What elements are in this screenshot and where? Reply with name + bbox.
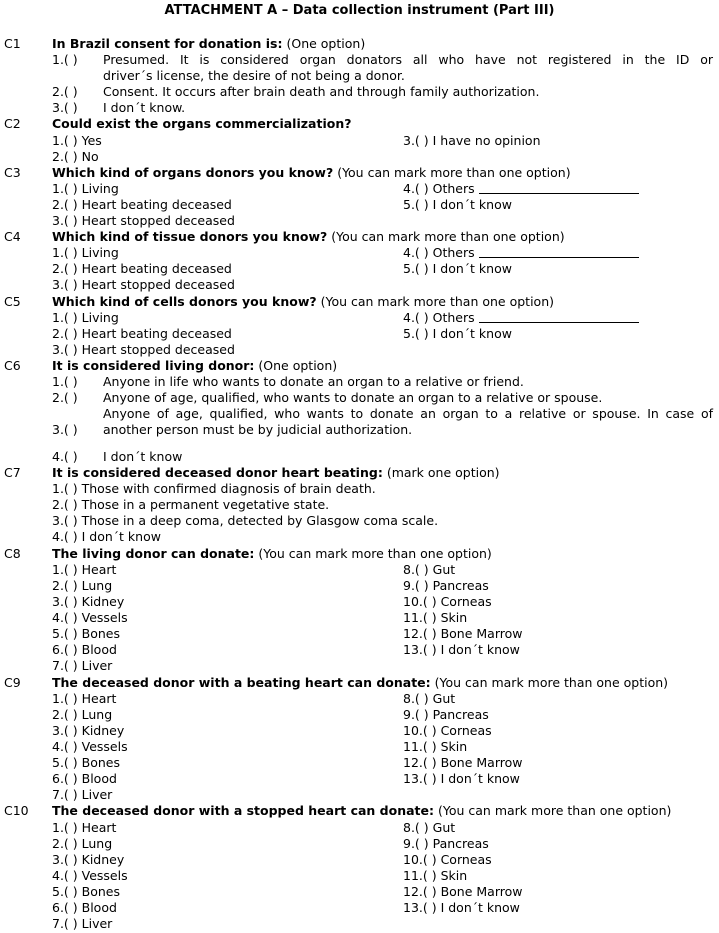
option-checkbox[interactable]: 2.( ) Heart beating deceased xyxy=(52,326,232,341)
option-checkbox[interactable]: 3.( ) Kidney xyxy=(52,594,125,609)
others-blank-field[interactable] xyxy=(479,310,639,323)
option-text: Consent. It occurs after brain death and through family authorization. xyxy=(103,84,540,99)
option-text: Anyone of age, qualified, who wants to donate an organ to a relative or spouse. In case of xyxy=(103,406,713,421)
option-checkbox[interactable]: 3.( ) Those in a deep coma, detected by Glasgow coma scale. xyxy=(52,513,439,528)
option-row xyxy=(0,84,719,100)
option-row xyxy=(0,900,719,916)
question-text: The deceased donor with a stopped heart can donate: xyxy=(52,803,435,818)
option-row xyxy=(0,868,719,884)
option-checkbox[interactable]: 5.( ) I don´t know xyxy=(403,197,512,212)
option-row xyxy=(0,529,719,545)
option-checkbox[interactable]: 10.( ) Corneas xyxy=(403,852,492,867)
option-checkbox[interactable]: 8.( ) Gut xyxy=(403,691,456,706)
option-checkbox[interactable]: 2.( ) No xyxy=(52,149,99,164)
option-row xyxy=(0,578,719,594)
option-row xyxy=(0,310,719,326)
question-number: C1 xyxy=(4,36,21,51)
option-row xyxy=(0,406,719,422)
option-row xyxy=(0,610,719,626)
option-checkbox[interactable]: 2.( ) Lung xyxy=(52,578,113,593)
option-checkbox[interactable]: 5.( ) I don´t know xyxy=(403,326,512,341)
option-row xyxy=(0,277,719,293)
question-c6 xyxy=(0,358,719,374)
option-row xyxy=(0,181,719,197)
option-checkbox[interactable]: 2.( ) Those in a permanent vegetative state. xyxy=(52,497,330,512)
option-row xyxy=(0,52,719,68)
option-checkbox[interactable]: 4.( ) Vessels xyxy=(52,868,128,883)
option-checkbox[interactable]: 11.( ) Skin xyxy=(403,610,468,625)
option-row xyxy=(0,626,719,642)
option-row xyxy=(0,374,719,390)
question-c8 xyxy=(0,546,719,562)
option-checkbox[interactable]: 4.( ) Others xyxy=(403,181,475,196)
option-checkbox[interactable]: 12.( ) Bone Marrow xyxy=(403,884,523,899)
option-row xyxy=(0,513,719,529)
option-checkbox[interactable]: 4.( ) xyxy=(52,449,78,464)
question-text: Could exist the organs commercialization? xyxy=(52,116,352,131)
question-c10 xyxy=(0,803,719,819)
option-row xyxy=(0,755,719,771)
question-text: Which kind of organs donors you know? xyxy=(52,165,334,180)
option-checkbox[interactable]: 7.( ) Liver xyxy=(52,916,113,931)
option-checkbox[interactable]: 10.( ) Corneas xyxy=(403,594,492,609)
option-checkbox[interactable]: 5.( ) Bones xyxy=(52,626,120,641)
question-number: C9 xyxy=(4,675,21,690)
question-note: (You can mark more than one option) xyxy=(258,546,492,561)
option-checkbox[interactable]: 4.( ) Others xyxy=(403,245,475,260)
option-checkbox[interactable]: 3.( ) xyxy=(52,422,78,437)
option-checkbox[interactable]: 1.( ) Yes xyxy=(52,133,102,148)
option-checkbox[interactable]: 4.( ) Vessels xyxy=(52,610,128,625)
option-row xyxy=(0,497,719,513)
option-checkbox[interactable]: 2.( ) Lung xyxy=(52,836,113,851)
option-row xyxy=(0,261,719,277)
option-row xyxy=(0,642,719,658)
option-checkbox[interactable]: 1.( ) Living xyxy=(52,181,119,196)
question-text: It is considered deceased donor heart beating: xyxy=(52,465,383,480)
question-number: C7 xyxy=(4,465,21,480)
question-text: The living donor can donate: xyxy=(52,546,255,561)
option-checkbox[interactable]: 4.( ) Vessels xyxy=(52,739,128,754)
document-title: ATTACHMENT A – Data collection instrument (Part III) xyxy=(164,3,555,18)
option-row xyxy=(0,197,719,213)
question-text: It is considered living donor: xyxy=(52,358,255,373)
question-text: Which kind of tissue donors you know? xyxy=(52,229,328,244)
option-row xyxy=(0,149,719,165)
option-checkbox[interactable]: 8.( ) Gut xyxy=(403,820,456,835)
others-blank-field[interactable] xyxy=(479,181,639,194)
option-checkbox[interactable]: 6.( ) Blood xyxy=(52,642,117,657)
option-checkbox[interactable]: 13.( ) I don´t know xyxy=(403,771,520,786)
option-row xyxy=(0,449,719,465)
option-checkbox[interactable]: 7.( ) Liver xyxy=(52,658,113,673)
option-checkbox[interactable]: 1.( ) Living xyxy=(52,245,119,260)
option-row xyxy=(0,723,719,739)
option-row xyxy=(0,245,719,261)
option-checkbox[interactable]: 9.( ) Pancreas xyxy=(403,578,489,593)
question-note: (One option) xyxy=(286,36,366,51)
option-row xyxy=(0,342,719,358)
option-row xyxy=(0,133,719,149)
question-note: (You can mark more than one option) xyxy=(438,803,672,818)
option-row xyxy=(0,390,719,406)
question-note: (One option) xyxy=(258,358,338,373)
question-number: C8 xyxy=(4,546,21,561)
question-c1 xyxy=(0,36,719,52)
question-c7 xyxy=(0,465,719,481)
option-checkbox[interactable]: 2.( ) xyxy=(52,390,78,405)
option-checkbox[interactable]: 11.( ) Skin xyxy=(403,868,468,883)
option-row xyxy=(0,326,719,342)
option-text: Presumed. It is considered organ donators all who have not registered in the ID or xyxy=(103,52,713,67)
option-text: Anyone of age, qualified, who wants to donate an organ to a relative or spouse. xyxy=(103,390,603,405)
option-checkbox[interactable]: 3.( ) Heart stopped deceased xyxy=(52,277,235,292)
option-row xyxy=(0,787,719,803)
option-checkbox[interactable]: 13.( ) I don´t know xyxy=(403,642,520,657)
option-checkbox[interactable]: 1.( ) Living xyxy=(52,310,119,325)
option-row xyxy=(0,100,719,116)
question-number: C2 xyxy=(4,116,21,131)
option-checkbox[interactable]: 13.( ) I don´t know xyxy=(403,900,520,915)
option-checkbox[interactable]: 4.( ) I don´t know xyxy=(52,529,161,544)
option-checkbox[interactable]: 5.( ) Bones xyxy=(52,755,120,770)
option-checkbox[interactable]: 1.( ) Those with confirmed diagnosis of brain death. xyxy=(52,481,376,496)
option-checkbox[interactable]: 10.( ) Corneas xyxy=(403,723,492,738)
question-number: C10 xyxy=(4,803,29,818)
option-row xyxy=(0,820,719,836)
question-number: C6 xyxy=(4,358,21,373)
question-note: (You can mark more than one option) xyxy=(320,294,554,309)
option-row xyxy=(0,707,719,723)
option-checkbox[interactable]: 3.( ) xyxy=(52,100,78,115)
question-number: C4 xyxy=(4,229,21,244)
question-c2 xyxy=(0,116,719,132)
option-checkbox[interactable]: 5.( ) I don´t know xyxy=(403,261,512,276)
option-checkbox[interactable]: 6.( ) Blood xyxy=(52,771,117,786)
option-row xyxy=(0,916,719,932)
question-text: In Brazil consent for donation is: xyxy=(52,36,283,51)
option-row xyxy=(0,771,719,787)
option-checkbox[interactable]: 3.( ) Kidney xyxy=(52,852,125,867)
option-checkbox[interactable]: 12.( ) Bone Marrow xyxy=(403,626,523,641)
question-c4 xyxy=(0,229,719,245)
option-text: Anyone in life who wants to donate an organ to a relative or friend. xyxy=(103,374,524,389)
option-row xyxy=(0,422,719,438)
option-text-continued: another person must be by judicial authorization. xyxy=(103,422,413,437)
question-note: (You can mark more than one option) xyxy=(434,675,669,690)
option-checkbox[interactable]: 3.( ) Kidney xyxy=(52,723,125,738)
option-checkbox[interactable]: 3.( ) Heart stopped deceased xyxy=(52,342,235,357)
option-checkbox[interactable]: 12.( ) Bone Marrow xyxy=(403,755,523,770)
question-note: (You can mark more than one option) xyxy=(331,229,565,244)
option-row xyxy=(0,691,719,707)
option-row xyxy=(0,68,719,84)
option-row xyxy=(0,562,719,578)
option-row xyxy=(0,658,719,674)
option-checkbox[interactable]: 1.( ) xyxy=(52,374,78,389)
option-text: I don´t know xyxy=(103,449,183,464)
option-checkbox[interactable]: 3.( ) I have no opinion xyxy=(403,133,541,148)
option-row xyxy=(0,594,719,610)
option-checkbox[interactable]: 1.( ) Heart xyxy=(52,562,117,577)
option-checkbox[interactable]: 3.( ) Heart stopped deceased xyxy=(52,213,235,228)
option-row xyxy=(0,836,719,852)
option-checkbox[interactable]: 9.( ) Pancreas xyxy=(403,707,489,722)
option-checkbox[interactable]: 2.( ) Heart beating deceased xyxy=(52,261,232,276)
others-blank-field[interactable] xyxy=(479,245,639,258)
option-checkbox[interactable]: 11.( ) Skin xyxy=(403,739,468,754)
option-row xyxy=(0,884,719,900)
option-checkbox[interactable]: 2.( ) Heart beating deceased xyxy=(52,197,232,212)
option-row xyxy=(0,481,719,497)
option-checkbox[interactable]: 9.( ) Pancreas xyxy=(403,836,489,851)
option-checkbox[interactable]: 7.( ) Liver xyxy=(52,787,113,802)
question-text: Which kind of cells donors you know? xyxy=(52,294,317,309)
option-checkbox[interactable]: 4.( ) Others xyxy=(403,310,475,325)
option-row xyxy=(0,852,719,868)
option-checkbox[interactable]: 1.( ) xyxy=(52,52,78,67)
option-row xyxy=(0,739,719,755)
option-text-continued: driver´s license, the desire of not being a donor. xyxy=(103,68,405,83)
question-note: (You can mark more than one option) xyxy=(337,165,571,180)
question-number: C5 xyxy=(4,294,21,309)
question-note: (mark one option) xyxy=(386,465,500,480)
option-checkbox[interactable]: 2.( ) Lung xyxy=(52,707,113,722)
option-checkbox[interactable]: 8.( ) Gut xyxy=(403,562,456,577)
option-checkbox[interactable]: 1.( ) Heart xyxy=(52,820,117,835)
option-text: I don´t know. xyxy=(103,100,186,115)
option-checkbox[interactable]: 1.( ) Heart xyxy=(52,691,117,706)
option-row xyxy=(0,213,719,229)
question-c3 xyxy=(0,165,719,181)
question-number: C3 xyxy=(4,165,21,180)
option-checkbox[interactable]: 2.( ) xyxy=(52,84,78,99)
option-checkbox[interactable]: 6.( ) Blood xyxy=(52,900,117,915)
question-text: The deceased donor with a beating heart can donate: xyxy=(52,675,431,690)
option-checkbox[interactable]: 5.( ) Bones xyxy=(52,884,120,899)
question-c5 xyxy=(0,294,719,310)
question-c9 xyxy=(0,675,719,691)
